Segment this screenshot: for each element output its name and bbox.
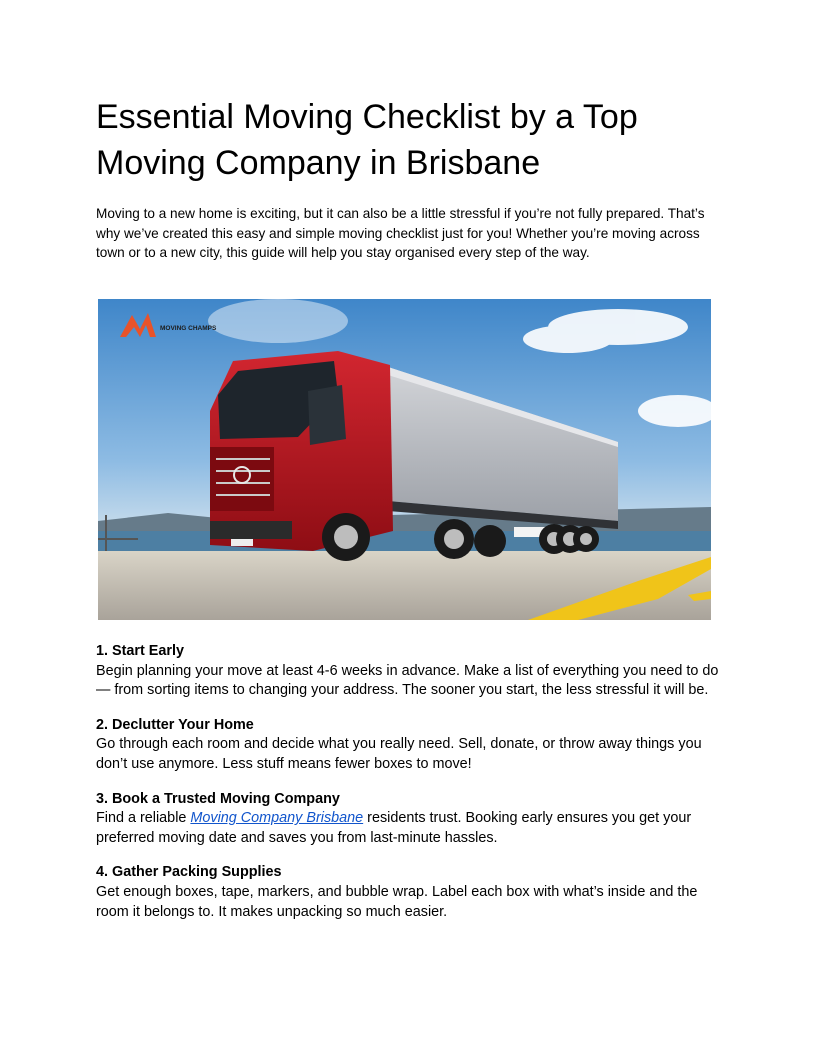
- section-body: Begin planning your move at least 4-6 weeks in advance. Make a list of everything you need to do — from sorting items to changing your address. The sooner you start, the less stressful it will be.: [96, 662, 719, 699]
- checklist-sections: [96, 642, 726, 937]
- section-body: Get enough boxes, tape, markers, and bubble wrap. Label each box with what’s inside and the room it belongs to. It makes unpacking so much easier.: [96, 883, 698, 920]
- truck-cab: [210, 351, 393, 551]
- sea: [98, 531, 711, 553]
- svg-text:MOVING CHAMPS: MOVING CHAMPS: [160, 325, 217, 332]
- section-body-after: residents trust. Booking early ensures you get your preferred moving date and saves you from last-minute hassles.: [96, 810, 692, 846]
- document-title: Essential Moving Checklist by a Top Moving Company in Brisbane: [96, 98, 638, 182]
- section-heading: 2. Declutter Your Home: [96, 716, 254, 733]
- intro-paragraph: Moving to a new home is exciting, but it can also be a little stressful if you’re not fully prepared. That’s why we’ve created this easy and simple moving checklist just for you! Whether you’re moving across town or to a new city, this guide will help you stay organised every step of the way.: [96, 206, 705, 260]
- checklist-item: [96, 790, 726, 849]
- moving-company-brisbane-link[interactable]: Moving Company Brisbane: [190, 810, 364, 827]
- section-heading: 3. Book a Trusted Moving Company: [96, 790, 340, 807]
- section-heading: 4. Gather Packing Supplies: [96, 864, 282, 881]
- checklist-item: [96, 642, 726, 701]
- section-body-before: Find a reliable: [96, 810, 191, 827]
- section-body: Go through each room and decide what you really need. Sell, donate, or throw away things you don’t use anymore. Less stuff means fewer boxes to move!: [96, 736, 702, 772]
- checklist-item: [96, 716, 726, 775]
- road: [98, 551, 711, 620]
- hero-image: [98, 299, 711, 620]
- section-heading: 1. Start Early: [96, 643, 184, 659]
- section-body: [96, 809, 726, 848]
- checklist-item: [96, 863, 726, 922]
